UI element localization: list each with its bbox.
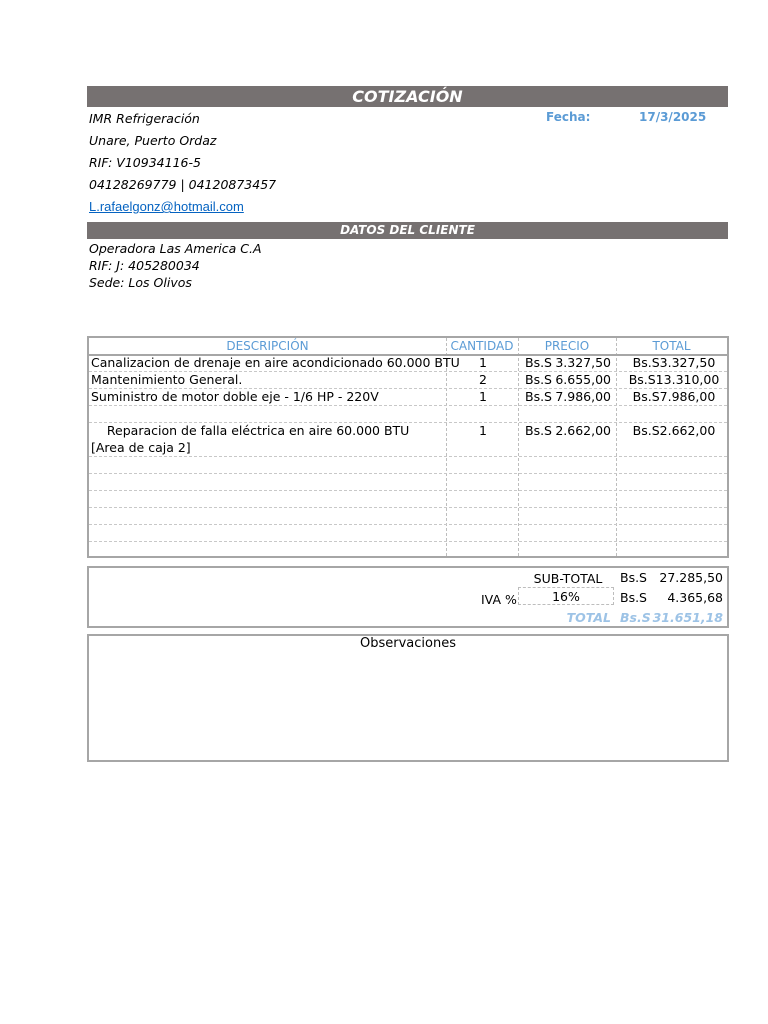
company-name: IMR Refrigeración [89,111,200,126]
row-currency: Bs.S [525,389,552,404]
row-total: Bs.S2.662,00 [632,423,716,438]
items-table [87,336,729,558]
row-price: 2.662,00 [555,423,611,438]
client-rif: RIF: J: 405280034 [89,258,200,273]
row-divider [89,507,727,508]
row-price: 6.655,00 [555,372,611,387]
observations-title: Observaciones [360,636,456,651]
iva-value: 4.365,68 [667,590,723,605]
header-total: TOTAL [652,339,691,353]
header-description: DESCRIPCIÓN [226,339,309,353]
row-total: Bs.S13.310,00 [628,372,720,387]
row-divider [89,456,727,457]
document-title: COTIZACIÓN [87,86,728,107]
row-quantity: 2 [479,372,487,387]
client-name: Operadora Las America C.A [89,241,262,256]
client-site: Sede: Los Olivos [89,275,192,290]
row-price: 3.327,50 [555,355,611,370]
row-divider [89,524,727,525]
iva-rate: 16% [518,587,614,605]
row-description: Canalizacion de drenaje en aire acondicionado 60.000 BTU [91,355,460,370]
client-section-title: DATOS DEL CLIENTE [87,222,728,239]
row-currency: Bs.S [525,372,552,387]
row-currency: Bs.S [525,355,552,370]
row-divider [89,405,727,406]
company-address: Unare, Puerto Ordaz [89,133,217,148]
total-label: TOTAL [566,610,611,625]
row-divider [89,473,727,474]
row-description: Mantenimiento General. [91,372,243,387]
company-email-link[interactable]: L.rafaelgonz@hotmail.com [89,199,244,214]
row-total: Bs.S3.327,50 [632,355,716,370]
subtotal-label: SUB-TOTAL [533,571,603,586]
total-currency: Bs.S [620,610,651,625]
row-price: 7.986,00 [555,389,611,404]
row-divider [89,541,727,542]
subtotal-currency: Bs.S [620,570,647,585]
company-rif: RIF: V10934116-5 [89,155,201,170]
row-quantity: 1 [479,355,487,370]
header-price: PRECIO [544,339,590,353]
observations-box[interactable] [87,634,729,762]
date-value: 17/3/2025 [639,110,707,124]
date-label: Fecha: [546,110,591,124]
row-description: Suministro de motor doble eje - 1/6 HP - 220V [91,389,379,404]
row-quantity: 1 [479,423,487,438]
row-divider [89,490,727,491]
row-total: Bs.S7.986,00 [632,389,716,404]
row-quantity: 1 [479,389,487,404]
company-phones: 04128269779 | 04120873457 [89,177,277,192]
row-description: Reparacion de falla eléctrica en aire 60.000 BTU [Area de caja 2] [91,423,414,455]
subtotal-value: 27.285,50 [659,570,723,585]
totals-section [87,566,729,628]
row-currency: Bs.S [525,423,552,438]
total-value: 31.651,18 [652,610,723,625]
iva-label: IVA % [481,592,517,607]
iva-currency: Bs.S [620,590,647,605]
header-quantity: CANTIDAD [450,339,514,353]
